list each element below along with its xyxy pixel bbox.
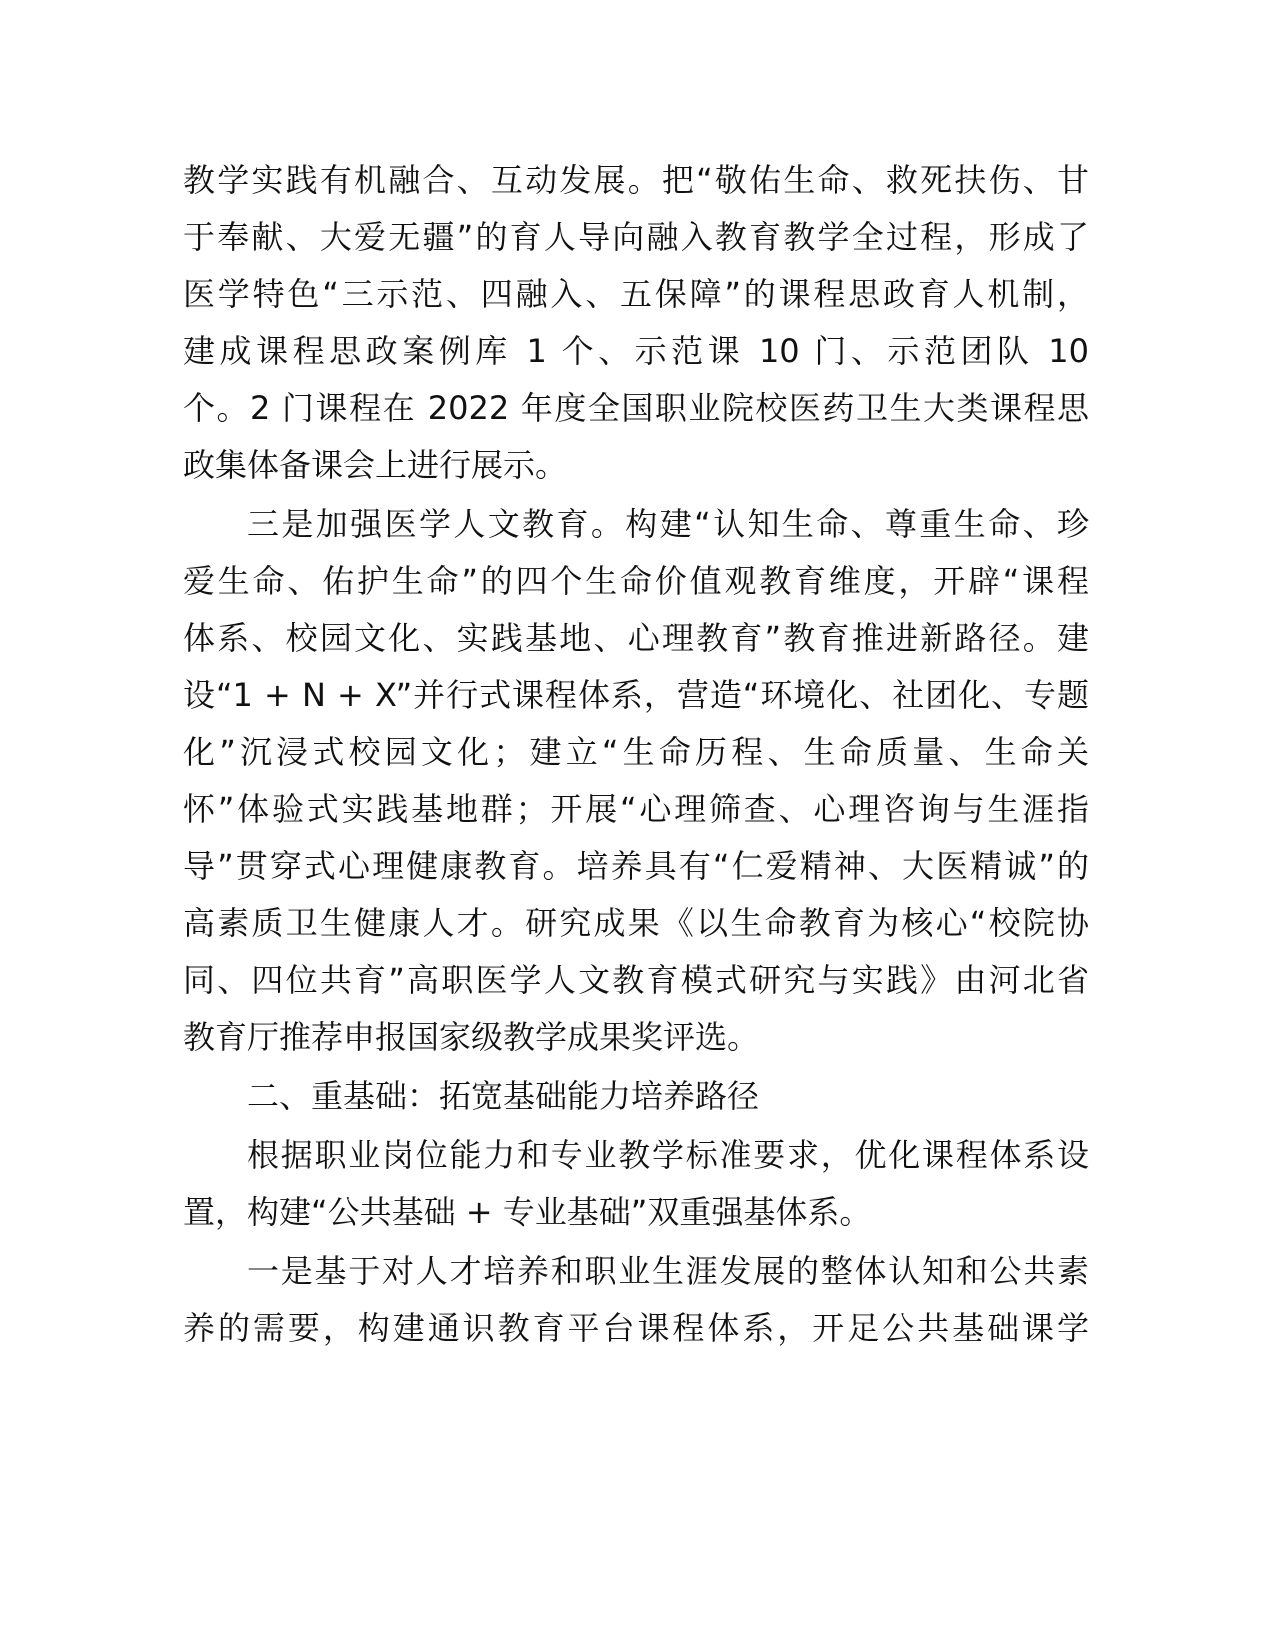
text-line: 医学特色“三示范、四融入、五保障”的课程思政育人机制， — [183, 275, 1089, 313]
paragraph — [183, 496, 1089, 1066]
text-line: 三是加强医学人文教育。构建“认知生命、尊重生命、珍 — [247, 505, 1089, 543]
text-line: 于奉献、大爱无疆”的育人导向融入教育教学全过程，形成了 — [183, 218, 1089, 256]
document-body — [183, 152, 1089, 1357]
text-line: 一是基于对人才培养和职业生涯发展的整体认知和公共素 — [247, 1252, 1089, 1290]
text-line: 政集体备课会上进行展示。 — [183, 446, 568, 484]
paragraph — [183, 152, 1089, 494]
text-line: 怀”体验式实践基地群；开展“心理筛查、心理咨询与生涯指 — [183, 790, 1089, 828]
paragraph — [183, 1243, 1089, 1357]
section-heading — [183, 1068, 1089, 1125]
text-line: 爱生命、佑护生命”的四个生命价值观教育维度，开辟“课程 — [183, 562, 1089, 600]
text-line: 二、重基础：拓宽基础能力培养路径 — [247, 1077, 760, 1115]
text-line: 个。2 门课程在 2022 年度全国职业院校医药卫生大类课程思 — [183, 389, 1089, 427]
text-line: 养的需要，构建通识教育平台课程体系，开足公共基础课学 — [183, 1309, 1089, 1347]
text-line: 高素质卫生健康人才。研究成果《以生命教育为核心“校院协 — [183, 904, 1089, 942]
text-line: 建成课程思政案例库 1 个、示范课 10 门、示范团队 10 — [183, 332, 1089, 370]
text-line: 化”沉浸式校园文化；建立“生命历程、生命质量、生命关 — [183, 733, 1089, 771]
text-line: 体系、校园文化、实践基地、心理教育”教育推进新路径。建 — [183, 619, 1089, 657]
text-line: 教学实践有机融合、互动发展。把“敬佑生命、救死扶伤、甘 — [183, 161, 1089, 199]
text-line: 根据职业岗位能力和专业教学标准要求，优化课程体系设 — [247, 1136, 1089, 1174]
paragraph — [183, 1127, 1089, 1241]
text-line: 教育厅推荐申报国家级教学成果奖评选。 — [183, 1018, 760, 1056]
text-line: 导”贯穿式心理健康教育。培养具有“仁爱精神、大医精诚”的 — [183, 847, 1089, 885]
text-line: 置，构建“公共基础 + 专业基础”双重强基体系。 — [183, 1193, 872, 1231]
text-line: 设“1 + N + X”并行式课程体系，营造“环境化、社团化、专题 — [183, 676, 1089, 714]
text-line: 同、四位共育”高职医学人文教育模式研究与实践》由河北省 — [183, 961, 1089, 999]
